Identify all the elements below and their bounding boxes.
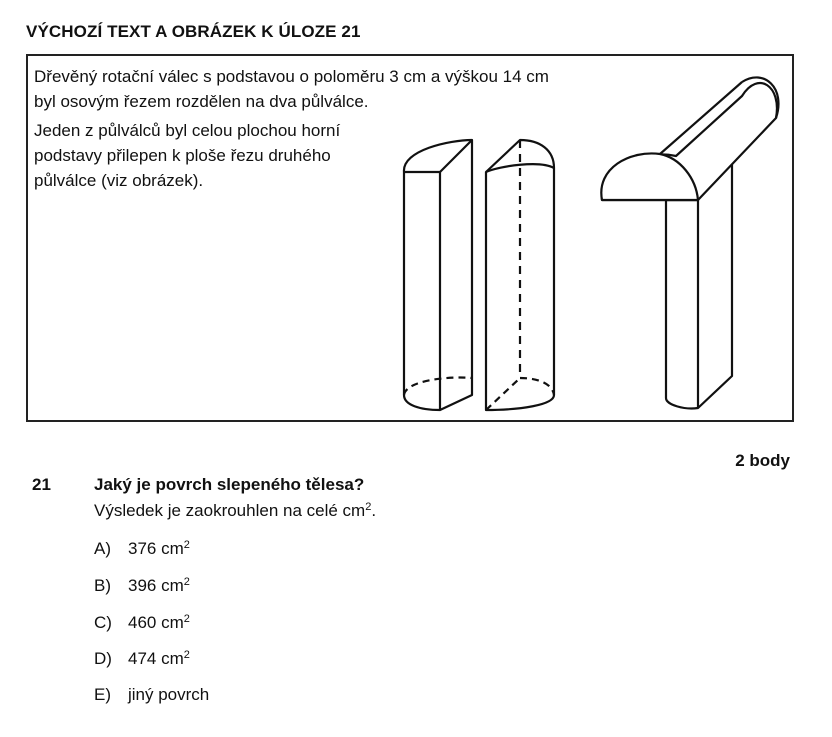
half-cylinder-left [404,140,472,410]
glued-body [601,77,778,408]
question-number: 21 [32,475,51,494]
option-letter: B) [94,576,111,595]
option-value: jiný povrch [128,685,210,704]
intro-line-2: byl osovým řezem rozdělen na dva půlválce. [34,92,369,111]
question-note: Výsledek je zaokrouhlen na celé $cm^2$. [94,501,377,520]
option-c[interactable] [94,613,190,633]
option-letter: A) [94,539,111,558]
question-text: Jaký je povrch slepeného tělesa? [94,475,365,494]
intro-paragraph-2: Jeden z půlválců byl celou plochou horní podstavy přilepen k ploše řezu druhého půlválce (viz obrázek). [34,121,341,190]
option-d[interactable] [94,649,190,669]
points-label: 2 body [735,451,790,470]
option-e[interactable] [94,685,209,705]
option-a[interactable] [94,539,190,559]
option-letter: C) [94,613,112,632]
section-heading: VÝCHOZÍ TEXT A OBRÁZEK K ÚLOZE 21 [26,22,361,41]
half-cylinders-figure [390,60,790,420]
option-value: 460 $cm^2$ [128,613,190,632]
option-value: 376 $cm^2$ [128,539,190,558]
option-b[interactable] [94,576,190,596]
half-cylinder-right [486,140,554,410]
option-value: 396 $cm^2$ [128,576,190,595]
option-letter: E) [94,685,111,704]
option-value: 474 $cm^2$ [128,649,190,668]
option-letter: D) [94,649,112,668]
intro-line-1: Dřevěný rotační válec s podstavou o poloměru 3 cm a výškou 14 cm [34,67,549,86]
